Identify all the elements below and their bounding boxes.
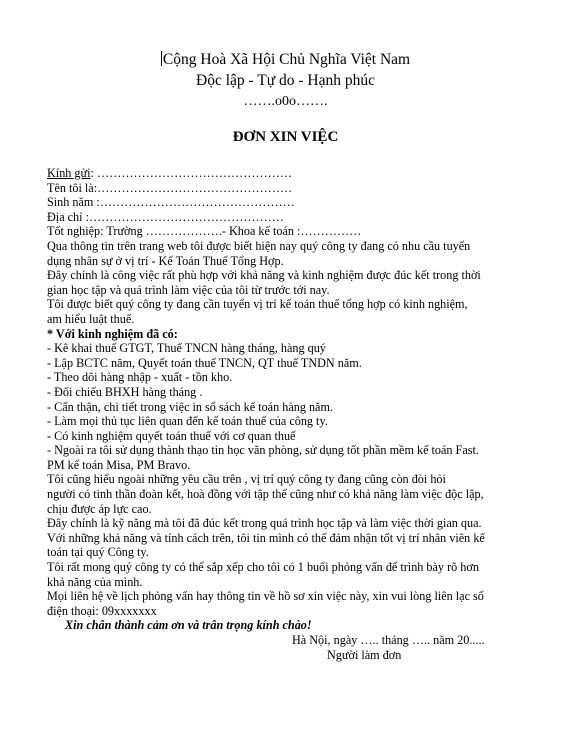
- paragraph-line: Qua thông tin trên trang web tôi được biết hiện nay quý công ty đang có nhu cầu tuyển: [47, 238, 471, 253]
- national-title-line: [0, 50, 571, 70]
- national-motto: Độc lập - Tự do - Hạnh phúc: [196, 72, 375, 89]
- experience-item: PM kế toán Misa, PM Bravo.: [47, 457, 191, 472]
- experience-heading: * Với kinh nghiệm đã có:: [47, 326, 178, 341]
- paragraph-line: người có tinh thần đoàn kết, hoà đồng với tập thể cũng như có khả năng làm việc độc lập,: [47, 487, 484, 502]
- experience-item: - Có kinh nghiệm quyết toán thuế với cơ quan thuế: [47, 428, 296, 443]
- name-line: Tên tôi là:…………………………………………: [47, 180, 293, 195]
- paragraph-line: Tôi cũng hiểu ngoài những yêu cầu trên , vị trí quý công ty đang cũng còn đòi hỏi: [47, 472, 446, 487]
- document-title: ĐƠN XIN VIỆC: [232, 129, 339, 145]
- address-line: Địa chỉ :…………………………………………: [47, 209, 284, 224]
- kinh-gui-line: [47, 166, 547, 181]
- experience-item: - Làm mọi thủ tục liên quan đến kế toán thuế của công ty.: [47, 414, 328, 429]
- ornament-separator: …….o0o…….: [243, 94, 328, 109]
- place-date-line: Hà Nội, ngày ….. tháng ….. năm 20.....: [292, 633, 485, 647]
- paragraph-line: Đây chính là công việc rất phù hợp với khả năng và kinh nghiệm được đúc kết trong thời: [47, 268, 481, 283]
- paragraph-line: Mọi liên hệ về lịch phỏng vấn hay thông tin về hồ sơ xin việc này, xin vui lòng liên lạc số: [47, 589, 484, 604]
- paragraph-line: toán tại quý Công ty.: [47, 545, 149, 560]
- national-title-text: Cộng Hoà Xã Hội Chủ Nghĩa Việt Nam: [162, 51, 411, 68]
- experience-item: - Kê khai thuế GTGT, Thuế TNCN hàng tháng, hàng quý: [47, 341, 326, 356]
- closing-greeting: Xin chân thành cảm ơn và trân trọng kính chào!: [65, 618, 312, 633]
- paragraph-line: Với những khả năng và tính cách trên, tôi tin mình có thể đảm nhận tốt vị trí nhân viên kế: [47, 530, 485, 545]
- graduation-line: Tốt nghiệp: Trường ……………….- Khoa kế toán :……………: [47, 224, 362, 239]
- paragraph-line: chịu được áp lực cao.: [47, 501, 152, 516]
- experience-item: - Theo dõi hàng nhập - xuất - tồn kho.: [47, 370, 233, 385]
- signer-label: Người làm đơn: [327, 647, 402, 662]
- paragraph-line: Tôi được biết quý công ty đang cần tuyển vị trí kế toán thuế tổng hợp có kinh nghiệm,: [47, 297, 468, 312]
- experience-item: - Cẩn thận, chi tiết trong việc in sổ sách kế toán hàng năm.: [47, 399, 333, 414]
- experience-item: - Ngoài ra tôi sử dụng thành thạo tin học văn phòng, sử dụng tốt phần mềm kế toán Fast.: [47, 443, 479, 458]
- paragraph-line: Tôi rất mong quý công ty có thể sắp xếp cho tôi có 1 buổi phỏng vấn để trình bày rõ hơn: [47, 560, 479, 575]
- birth-year-line: Sinh năm :…………………………………………: [47, 195, 295, 210]
- paragraph-line: khả năng của mình.: [47, 574, 143, 589]
- text-cursor: [161, 51, 162, 66]
- paragraph-line: dụng nhân sự ở vị trí - Kế Toán Thuế Tổng Hợp.: [47, 253, 284, 268]
- experience-item: - Đối chiếu BHXH hàng tháng .: [47, 384, 203, 399]
- kinh-gui-label: Kính gửi: [47, 166, 91, 180]
- paragraph-line: am hiểu luật thuế.: [47, 311, 135, 326]
- paragraph-line: điện thoại: 09xxxxxxx: [47, 603, 157, 618]
- document-body: [47, 166, 547, 662]
- paragraph-line: Đây chính là kỹ năng mà tôi đã đúc kết trong quá trình học tập và làm việc thời gian qua.: [47, 516, 482, 531]
- paragraph-line: gian học tập và quá trình làm việc của tôi từ trước tới nay.: [47, 282, 330, 297]
- experience-item: - Lập BCTC năm, Quyết toán thuế TNCN, QT thuế TNDN năm.: [47, 355, 362, 370]
- kinh-gui-blank: : …………………………………………: [90, 166, 292, 180]
